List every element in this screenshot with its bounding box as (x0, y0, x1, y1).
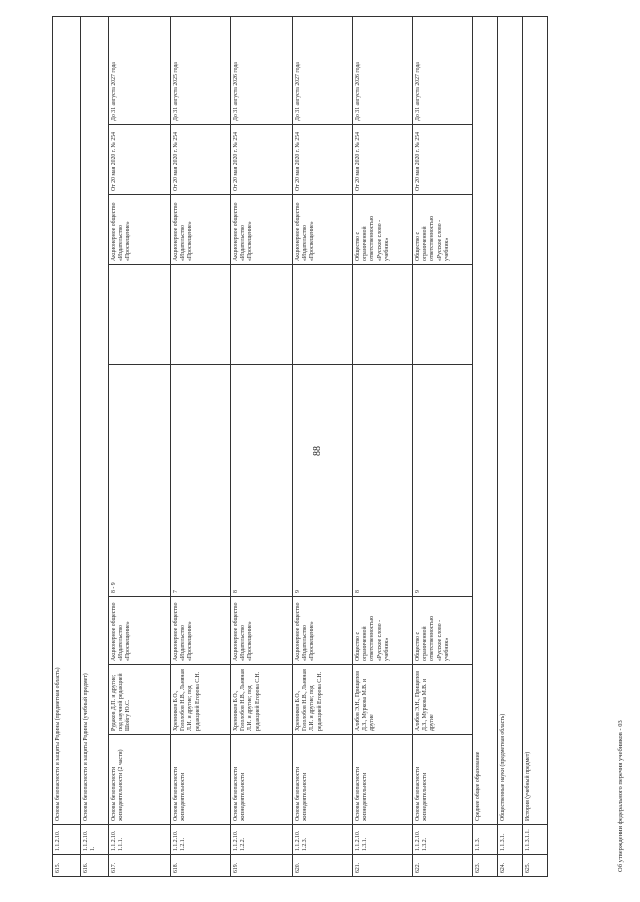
table-row (231, 16, 293, 876)
row-code: 1.1.3.1.1. (523, 825, 548, 855)
row-number: 623. (473, 855, 498, 877)
row-number: 619. (231, 855, 293, 877)
org-cell: Акционерное общество «Издательство «Просвещение» (231, 195, 293, 265)
order-cell: От 20 мая 2020 г. № 254 (231, 125, 293, 195)
row-number: 617. (109, 855, 171, 877)
publisher-cell: Акционерное общество «Издательство «Просвещение» (109, 597, 171, 665)
row-code: 1.1.2.10.1.3.1. (353, 825, 413, 855)
extra-cell (413, 265, 473, 365)
order-cell: От 20 мая 2020 г. № 254 (109, 125, 171, 195)
subject-cell: Основы безопасности жизнедеятельности (413, 735, 473, 825)
table-row (353, 16, 413, 876)
publisher-cell: Акционерное общество «Издательство «Просвещение» (293, 597, 353, 665)
row-code: 1.1.2.10.1.2.2. (231, 825, 293, 855)
row-code: 1.1.2.10.1.3.2. (413, 825, 473, 855)
row-number: 624. (498, 855, 523, 877)
table-row (81, 16, 109, 876)
extra-cell (353, 265, 413, 365)
publisher-cell: Акционерное общество «Издательство «Просвещение» (231, 597, 293, 665)
section-title: Среднее общее образование (473, 16, 498, 824)
row-code: 1.1.2.10. (53, 825, 81, 855)
subject-cell: Основы безопасности жизнедеятельности (353, 735, 413, 825)
page-number: 88 (312, 446, 323, 456)
org-cell: Акционерное общество «Издательство «Просвещение» (109, 195, 171, 265)
authors-cell: Алибов Э.Н., Прищепов Д.З., Муркова М.В. и другие (353, 665, 413, 735)
extra-cell (171, 265, 231, 365)
until-cell: До 31 августа 2025 года (171, 16, 231, 124)
row-number: 620. (293, 855, 353, 877)
org-cell: Общество с ограниченной ответственностью «Русское слово - учебник» (353, 195, 413, 265)
subject-cell: Основы безопасности жизнедеятельности (293, 735, 353, 825)
row-code: 1.1.2.10.1. (81, 825, 109, 855)
row-code: 1.1.2.10.1.2.3. (293, 825, 353, 855)
subject-cell: Основы безопасности жизнедеятельности (231, 735, 293, 825)
table-row (171, 16, 231, 876)
textbook-list-table (52, 16, 548, 877)
table-row (498, 16, 523, 876)
until-cell: До 31 августа 2026 года (353, 16, 413, 124)
row-number: 616. (81, 855, 109, 877)
order-cell: От 20 мая 2020 г. № 254 (171, 125, 231, 195)
org-cell: Акционерное общество «Издательство «Просвещение» (293, 195, 353, 265)
table-row (53, 16, 81, 876)
until-cell: До 31 августа 2027 года (413, 16, 473, 124)
extra-cell (293, 265, 353, 365)
extra-cell (109, 265, 171, 365)
order-cell: От 20 мая 2020 г. № 254 (293, 125, 353, 195)
until-cell: До 31 августа 2027 года (293, 16, 353, 124)
section-title: Основы безопасности и защиты Родины (учебный предмет) (81, 16, 109, 824)
table-row (293, 16, 353, 876)
grade-cell: 8 - 9 (109, 365, 171, 597)
org-cell: Акционерное общество «Издательство «Просвещение» (171, 195, 231, 265)
grade-cell: 8 (231, 365, 293, 597)
row-code: 1.1.3.1. (498, 825, 523, 855)
order-cell: От 20 мая 2020 г. № 254 (353, 125, 413, 195)
publisher-cell: Общество с ограниченной ответственностью «Русское слово - учебник» (353, 597, 413, 665)
authors-cell: Хренников Б.О., Гололобов Н.В., Льняная Л.И. и другие; под редакцией Егорова С.Н. (171, 665, 231, 735)
table-row (109, 16, 171, 876)
authors-cell: Рудаков Д.П. и другие; под научной редакцией Шойгу Ю.С. (109, 665, 171, 735)
order-cell: От 20 мая 2020 г. № 254 (413, 125, 473, 195)
section-title: Основы безопасности и защиты Родины (предметная область) (53, 16, 81, 824)
row-number: 618. (171, 855, 231, 877)
row-code: 1.1.2.10.1.1.1. (109, 825, 171, 855)
row-number: 625. (523, 855, 548, 877)
grade-cell: 7 (171, 365, 231, 597)
publisher-cell: Акционерное общество «Издательство «Просвещение» (171, 597, 231, 665)
row-code: 1.1.2.10.1.2.1. (171, 825, 231, 855)
until-cell: До 31 августа 2026 года (231, 16, 293, 124)
grade-cell: 8 (353, 365, 413, 597)
footer-note: Об утверждении федерального перечня учебников - 03 (617, 720, 624, 872)
table-row (413, 16, 473, 876)
row-code: 1.1.3. (473, 825, 498, 855)
section-title: Общественные науки (предметная область) (498, 16, 523, 824)
until-cell: До 31 августа 2027 года (109, 16, 171, 124)
table-row (473, 16, 498, 876)
authors-cell: Хренников Б.О., Гололобов Н.В., Льняная Л.И. и другие; под редакцией Егорова С.Н. (293, 665, 353, 735)
section-title: История (учебный предмет) (523, 16, 548, 824)
grade-cell: 9 (413, 365, 473, 597)
extra-cell (231, 265, 293, 365)
table-row (523, 16, 548, 876)
authors-cell: Алибов Э.Н., Прищепов Д.З., Муркова М.В. и другие (413, 665, 473, 735)
row-number: 621. (353, 855, 413, 877)
row-number: 615. (53, 855, 81, 877)
row-number: 622. (413, 855, 473, 877)
subject-cell: Основы безопасности жизнедеятельности (2 части) (109, 735, 171, 825)
publisher-cell: Общество с ограниченной ответственностью «Русское слово - учебник» (413, 597, 473, 665)
grade-cell: 9 (293, 365, 353, 597)
org-cell: Общество с ограниченной ответственностью «Русское слово - учебник» (413, 195, 473, 265)
subject-cell: Основы безопасности жизнедеятельности (171, 735, 231, 825)
authors-cell: Хренников Б.О., Гололобов Н.В., Льняная Л.И. и другие; под редакцией Егорова С.Н. (231, 665, 293, 735)
